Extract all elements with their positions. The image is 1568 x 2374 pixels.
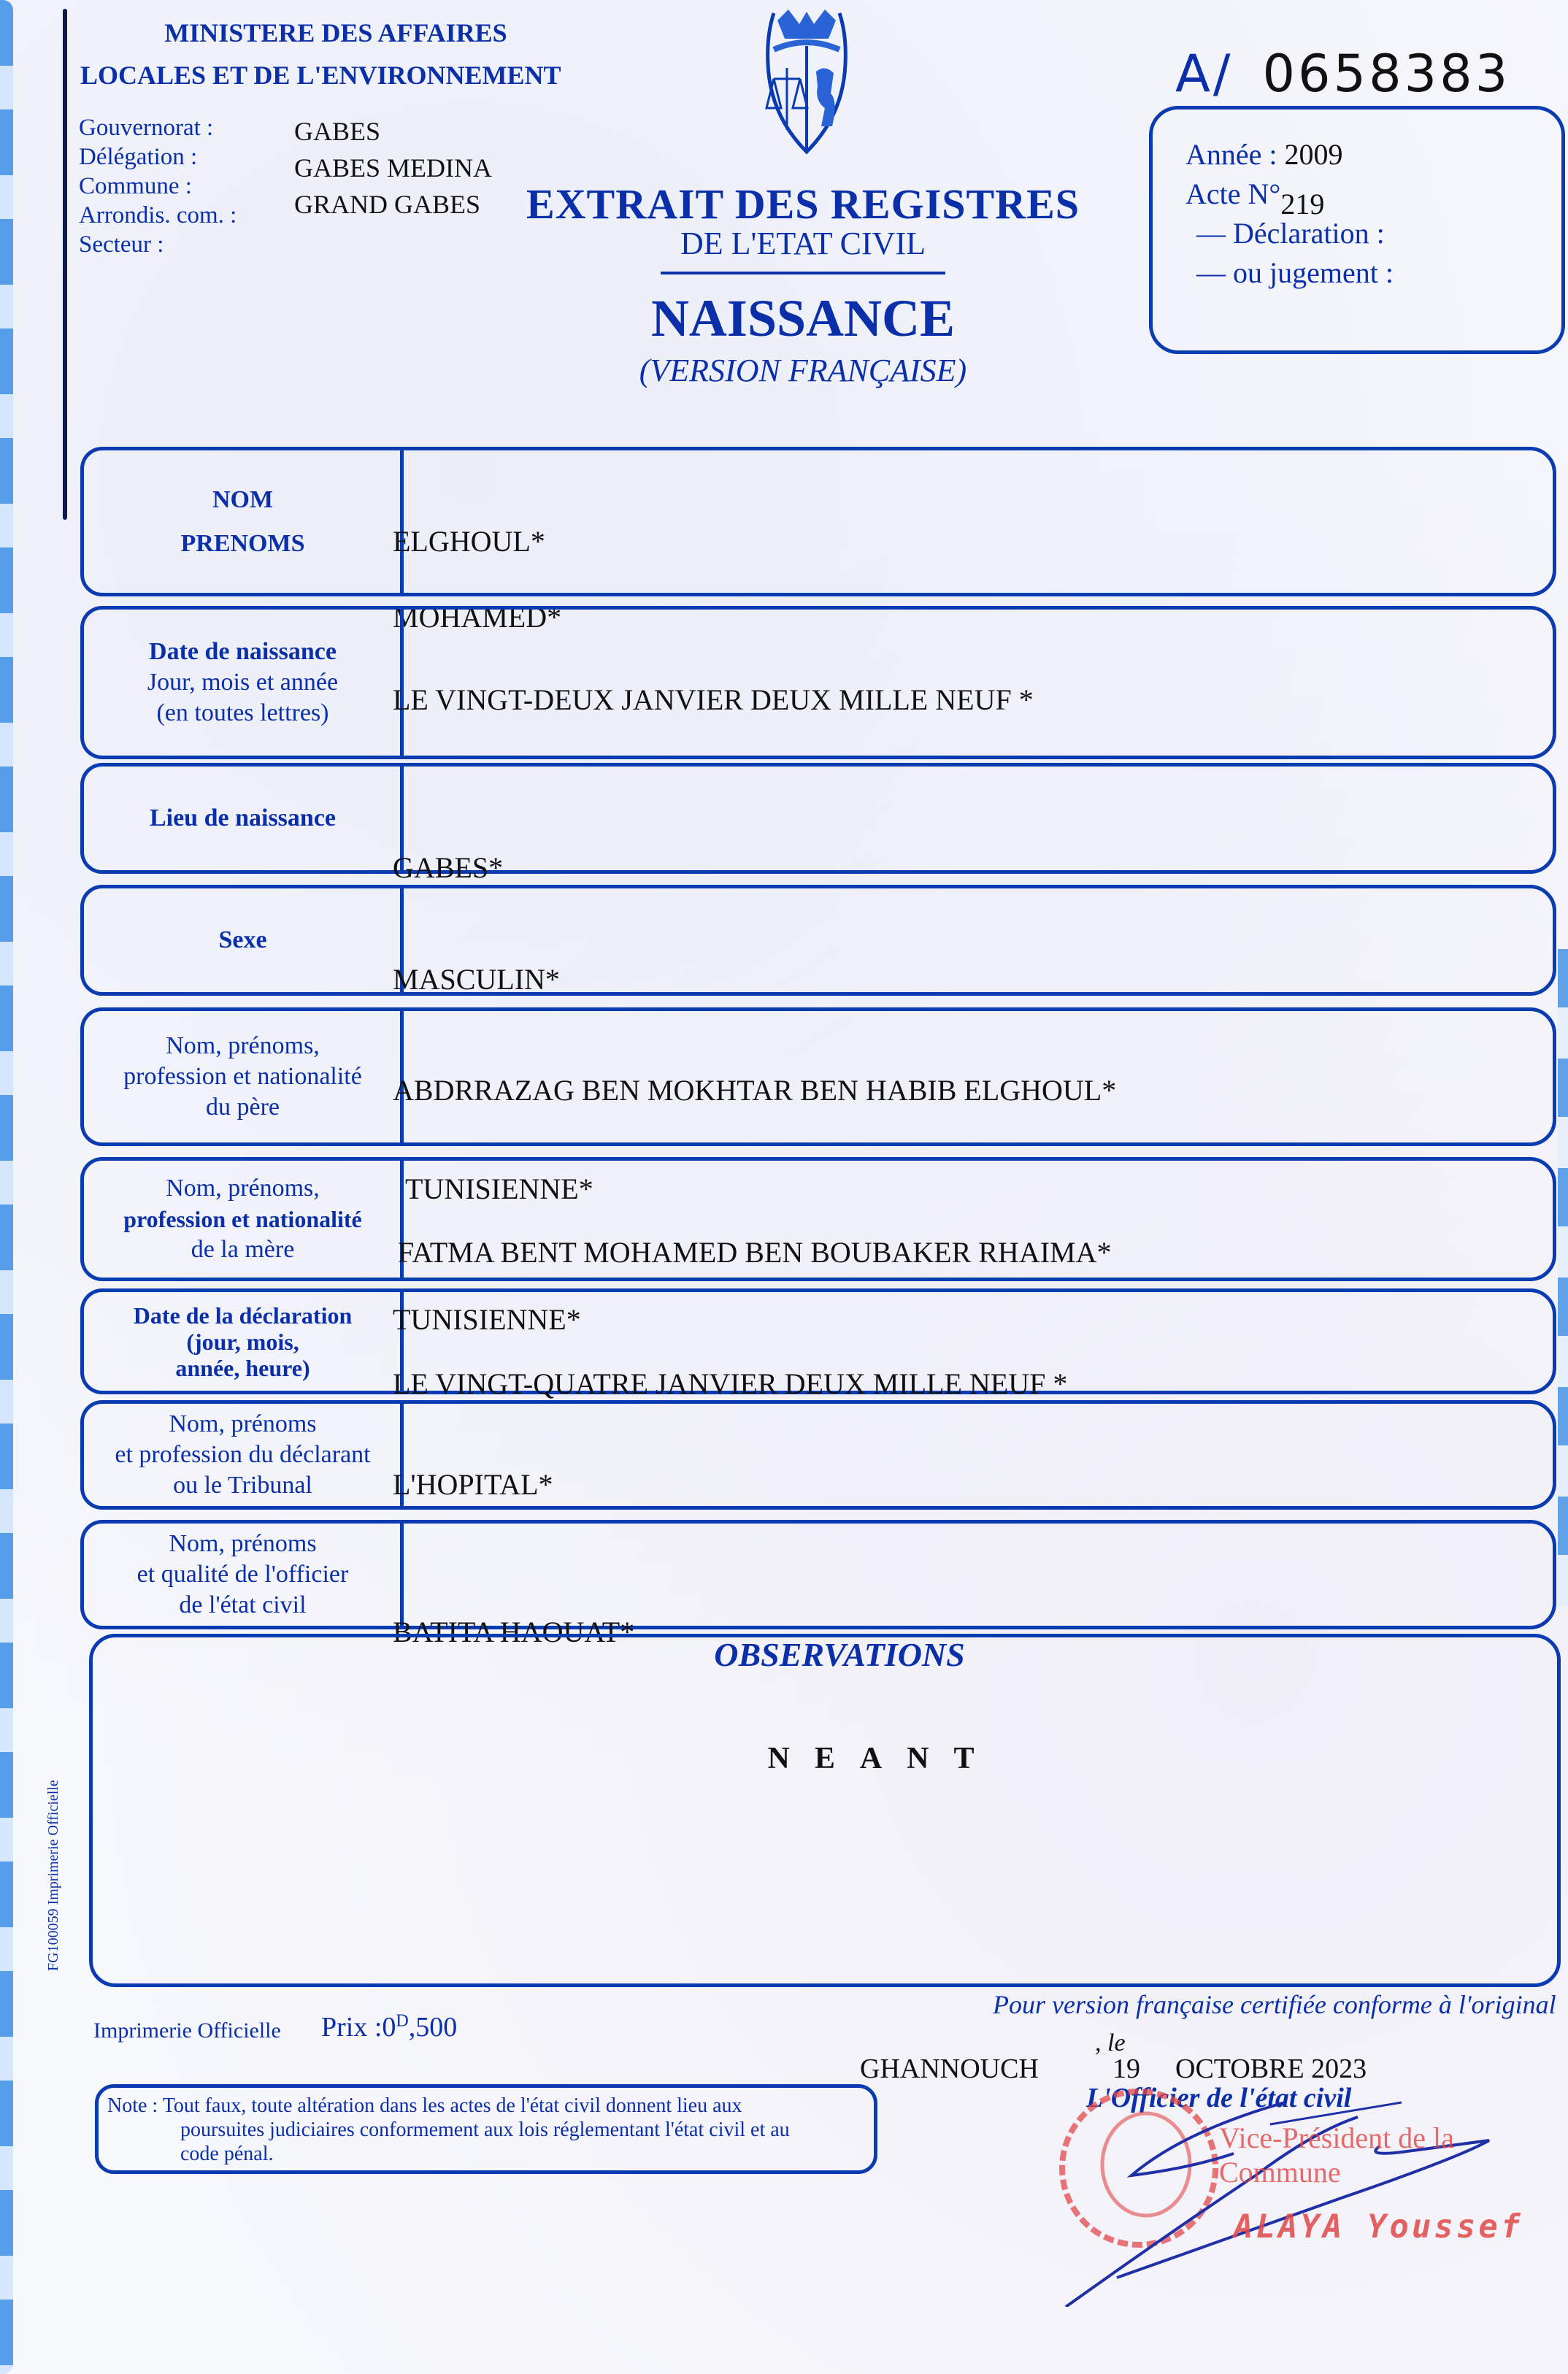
acte-label: Acte N°	[1185, 177, 1281, 210]
prix-prefix: Prix :0	[321, 2012, 396, 2043]
mere-label-1: Nom, prénoms,	[166, 1175, 320, 1202]
nom-label-box	[80, 447, 401, 596]
document-type: NAISSANCE	[650, 289, 956, 347]
mere-value: FATMA BENT MOHAMED BEN BOUBAKER RHAIMA*	[398, 1236, 1112, 1269]
admin-labels	[79, 113, 237, 259]
note-line-2: poursuites judiciaires conformement aux lois réglementant l'état civil et au	[180, 2118, 790, 2141]
declaration-label-2: (jour, mois,	[186, 1328, 299, 1355]
pere-nationalite-value: TUNISIENNE*	[405, 1172, 593, 1205]
title-extrait: EXTRAIT DES REGISTRES	[526, 180, 1080, 228]
officier-label-1: Nom, prénoms	[169, 1530, 317, 1557]
secteur-label: Secteur :	[79, 231, 164, 258]
declaration-label-box	[80, 1288, 401, 1394]
observations-title: OBSERVATIONS	[714, 1636, 965, 1673]
version-label: (VERSION FRANÇAISE)	[639, 353, 967, 388]
lieu-naissance-label-box	[80, 763, 401, 874]
officier-label-box	[80, 1520, 401, 1629]
declarant-value: L'HOPITAL*	[393, 1468, 553, 1501]
nom-value: ELGHOUL*	[393, 525, 545, 558]
mere-nationalite-value: TUNISIENNE*	[393, 1303, 581, 1336]
serial-prefix: A/	[1175, 44, 1234, 104]
note-line-3: code pénal.	[180, 2143, 274, 2165]
delegation-label: Délégation :	[79, 144, 198, 170]
prenoms-label: PRENOMS	[180, 529, 305, 557]
vertical-printer-mark: FG100059 Imprimerie Officielle	[45, 1780, 61, 1971]
annee-label: Année :	[1185, 138, 1277, 171]
officier-value-box	[400, 1520, 1556, 1629]
stamp-name: ALAYA Youssef	[1234, 2208, 1523, 2246]
prix-label	[321, 2011, 457, 2043]
officier-label-2: et qualité de l'officier	[137, 1561, 349, 1588]
declarant-label-3: ou le Tribunal	[173, 1472, 312, 1499]
pere-label-1: Nom, prénoms,	[166, 1032, 320, 1059]
serial-number	[1175, 44, 1510, 104]
commune-label: Commune :	[79, 173, 192, 199]
sexe-label-box	[80, 885, 401, 996]
mere-label-2: profession et nationalité	[123, 1206, 362, 1232]
lieu-naissance-value: GABES*	[393, 851, 504, 884]
date-naissance-sublabel-1: Jour, mois et année	[147, 669, 339, 696]
mere-label-3: de la mère	[191, 1236, 295, 1263]
acte-row	[1185, 177, 1325, 220]
ministry-header	[80, 12, 591, 96]
delegation-value: GABES MEDINA	[294, 153, 493, 183]
stamp-title: Vice-Président de la Commune	[1219, 2121, 1454, 2189]
note-line-1: Tout faux, toute altération dans les actes de l'état civil donnent lieu aux	[162, 2094, 742, 2117]
declaration-value: LE VINGT-QUATRE JANVIER DEUX MILLE NEUF *	[393, 1367, 1068, 1400]
jugement-label: — ou jugement :	[1196, 256, 1394, 289]
title-etat-civil: DE L'ETAT CIVIL	[680, 226, 926, 261]
imprimerie-label: Imprimerie Officielle	[93, 2018, 281, 2043]
acte-info-box	[1149, 106, 1565, 354]
issue-month-year: OCTOBRE 2023	[1175, 2054, 1367, 2084]
annee-value: 2009	[1284, 138, 1343, 171]
issue-place: GHANNOUCH	[860, 2054, 1039, 2084]
commune-value: GRAND GABES	[294, 190, 481, 219]
declarant-label-box	[80, 1400, 401, 1510]
serial-value: 0658383	[1262, 44, 1511, 104]
le-word: , le	[1095, 2029, 1126, 2056]
sexe-label: Sexe	[218, 926, 267, 953]
nom-value-box	[400, 447, 1556, 596]
declarant-label-1: Nom, prénoms	[169, 1410, 317, 1437]
certification-text: Pour version française certifiée conforme à l'original	[993, 1990, 1556, 2019]
pere-label-3: du père	[205, 1094, 280, 1121]
issue-day: 19	[1112, 2054, 1140, 2084]
lieu-naissance-label: Lieu de naissance	[149, 804, 337, 831]
note-prefix: Note :	[107, 2094, 163, 2117]
date-naissance-value: LE VINGT-DEUX JANVIER DEUX MILLE NEUF *	[393, 683, 1034, 716]
mere-label-box	[80, 1157, 401, 1281]
lieu-naissance-value-box	[400, 763, 1556, 874]
ministry-line-1: MINISTERE DES AFFAIRES	[164, 18, 507, 47]
acte-value: 219	[1280, 188, 1325, 220]
arrondissement-label: Arrondis. com. :	[79, 202, 237, 228]
gouvernorat-value: GABES	[294, 117, 381, 146]
scalloped-left-edge	[0, 0, 13, 2374]
declaration-label-1: Date de la déclaration	[133, 1302, 353, 1329]
observations-box	[89, 1634, 1561, 1987]
admin-values	[294, 113, 492, 223]
officer-title: L'Officier de l'état civil	[1086, 2083, 1352, 2113]
pere-value: ABDRRAZAG BEN MOKHTAR BEN HABIB ELGHOUL*	[393, 1074, 1117, 1107]
tunisian-coat-of-arms-icon	[752, 6, 861, 159]
legal-note-box	[95, 2084, 877, 2174]
declarant-value-box	[400, 1400, 1556, 1510]
date-naissance-label: Date de naissance	[149, 638, 337, 665]
declarant-label-2: et profession du déclarant	[115, 1441, 371, 1468]
scalloped-right-edge	[1558, 949, 1568, 1606]
declaration-label: — Déclaration :	[1196, 217, 1385, 250]
date-naissance-label-box	[80, 606, 401, 759]
pere-label-box	[80, 1007, 401, 1146]
nom-label: NOM	[212, 485, 274, 513]
prix-superscript: D	[396, 2011, 409, 2031]
sexe-value: MASCULIN*	[393, 963, 560, 996]
title-divider	[661, 272, 945, 274]
observations-value: NEANT	[767, 1742, 999, 1775]
officier-value: BATITA HAOUAT*	[393, 1616, 635, 1648]
declaration-label-3: année, heure)	[175, 1354, 310, 1381]
prix-value: ,500	[408, 2012, 458, 2043]
margin-line	[63, 9, 67, 520]
sexe-value-box	[400, 885, 1556, 996]
officier-label-3: de l'état civil	[179, 1591, 307, 1618]
date-naissance-sublabel-2: (en toutes lettres)	[156, 699, 329, 726]
pere-label-2: profession et nationalité	[123, 1063, 362, 1090]
gouvernorat-label: Gouvernorat :	[79, 115, 214, 141]
ministry-line-2: LOCALES ET DE L'ENVIRONNEMENT	[80, 61, 561, 90]
annee-row	[1185, 137, 1343, 172]
prenom-value: MOHAMED*	[393, 601, 562, 634]
